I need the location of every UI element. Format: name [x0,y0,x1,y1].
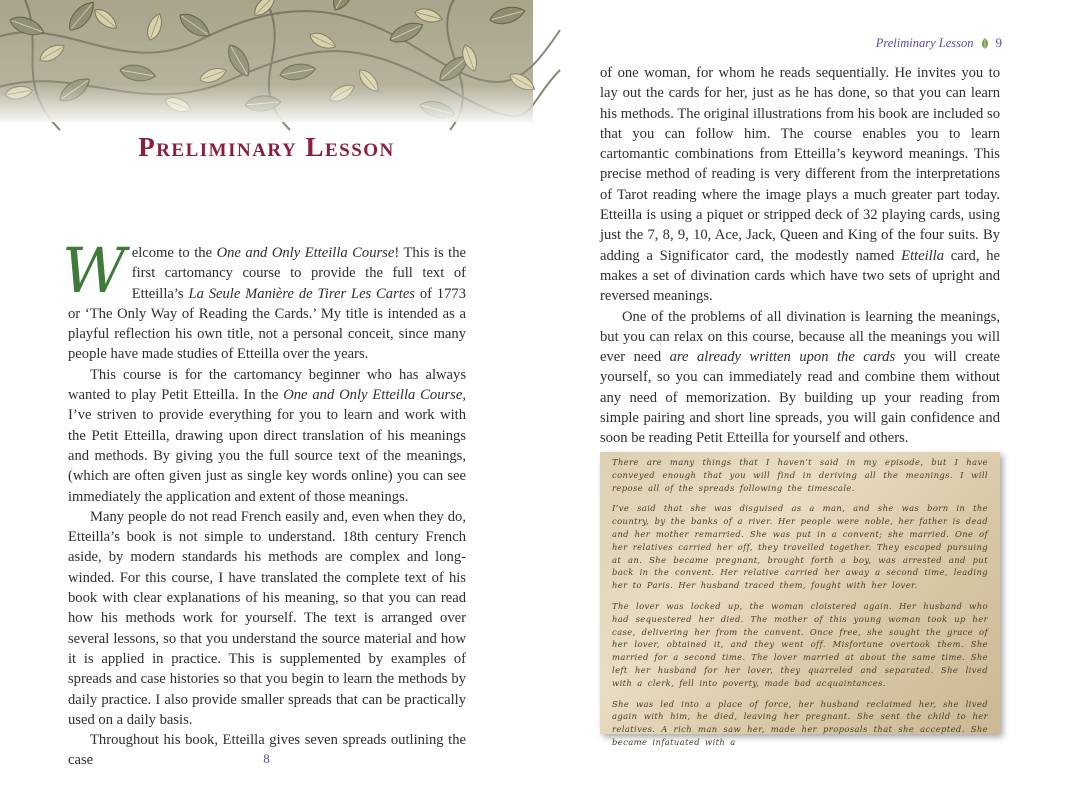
page-number-left: 8 [263,751,270,766]
text-run: Throughout his book, Etteilla gives seven spreads outlining the case [68,732,466,769]
text-run: of one woman, for whom he reads sequentially. He invites you to lay out the cards for her, just as he has done, so that you can learn his methods. The original illustrations from his book are included so that you can follow him. The course enables you to learn cartomantic combinations from Etteilla’s keyword meanings. This precise method of reading is very different from the interpretations of Tarot reading where the image plays a much greater part today. Etteilla is using a piquet or stripped deck of 32 playing cards, using just the 7, 8, 9, 10, Ace, Jack, Queen and King of the four suits. By adding a Significator card, the modestly named [600,65,1000,264]
text-run: elcome to the [131,245,217,261]
text-run: you will create yourself, so you can immediately read and combine them without any need of memorization. By building up your reading from simple pairing and short line spreads, you will gain confidence and soon be reading Petit Etteilla for yourself and others. [600,349,1000,447]
leaf-ornament-icon [980,37,990,50]
handwritten-letter-image [600,452,1000,747]
italic-text: are already written upon the cards [669,349,896,366]
letter-paragraph: The lover was locked up, the woman cloistered again. Her husband who had sequestered her died. The mother of this young woman took up her case, delivering her from the convent. Once free, she sought the grace of her lover, obtained it, and they went off. Misfortune overtook them. She married for a second time. The lover married at about the same time. She left her husband for her lover, they quarreled and separated. She lived with a clerk, fell into poverty, made bad acquaintances. [612,600,988,688]
right-body-text [600,63,1000,449]
italic-text: One and Only Etteilla Course [216,245,395,261]
handwritten-letter-text [612,456,988,757]
chapter-title: Preliminary Lesson [138,132,395,162]
letter-paragraph: There are many things that I haven’t said in my episode, but I have conveyed enough that you will find in deriving all the meanings. I will repose all of the spreads following the timescale. [612,457,988,493]
left-body-text [62,234,466,771]
body-paragraph [68,507,466,730]
leaf-pattern-banner [0,0,533,122]
running-head [876,35,1002,51]
text-run: One of the problems of all divination is learning the meanings, but you can relax on this course, because all the meanings you will ever need [600,308,1000,366]
running-head-title: Preliminary Lesson [875,35,974,50]
text-run: ! This is the first cartomancy course to provide the full text of Etteilla’s [131,245,466,302]
text-run: This course is for the cartomancy beginner who has always wanted to play Petit Etteilla. In the [68,366,466,404]
body-paragraph [68,365,466,507]
italic-text: Etteilla [901,247,945,264]
letter-paragraph: I’ve said that she was disguised as a man, and she was born in the country, by the banks of a river. Her people were noble, her father is dead and her mother remarried. She was put in a convent; she married. One of her relatives carried her off, they travelled together. They escaped pursuing at an. She became pregnant, brought forth a boy, was arrested and put back in the convent. Her relative carried her away a second time, leading her to Paris. Her husband traced them, fought with her lover. [612,503,988,591]
body-paragraph [600,307,1000,449]
letter-paragraph: She was led into a place of force, her husband reclaimed her, she lived again with him, he died, leaving her pregnant. She sent the child to her relatives. A rich man saw her, made her proposals that she accepted. She became infatuated with a [612,698,988,747]
page-number-right: 9 [995,35,1002,50]
body-paragraph [62,234,466,365]
text-run: card, he makes a set of divination cards which have two sets of upright and reversed meanings. [600,247,1000,305]
body-paragraph [600,63,1000,307]
drop-cap: W [62,234,126,307]
italic-text: One and Only Etteilla Course [283,387,463,404]
text-run: of 1773 or ‘The Only Way of Reading the Cards.’ My title is intended as a playful reflection his own title, not a personal conceit, since many people have made studies of Etteilla over the years. [68,285,466,363]
text-run: Many people do not read French easily and, even when they do, Etteilla’s book is not simple to understand. 18th century French aside, by modern standards his methods are complex and long-winded. For this course, I have translated the complete text of his book with clear explanations of his meaning, so that you can read how his methods work for yourself. The text is arranged over several lessons, so that you understand the source material and how it is applied in practice. This is supplemented by examples of spreads and case histories so that you begin to learn the methods by daily practice. I also provide smaller spreads that can be practically used on a daily basis. [68,508,466,728]
italic-text: La Seule Manière de Tirer Les Cartes [188,285,415,302]
leaf-pattern-illustration [0,0,533,122]
text-run: , I’ve striven to provide everything for you to learn and work with the Petit Etteilla, drawing upon direct translation of his meanings and methods. By giving you the full source text of the meanings, (which are often given just as single key words online) you can see immediately the application and extent of those meanings. [68,387,466,505]
